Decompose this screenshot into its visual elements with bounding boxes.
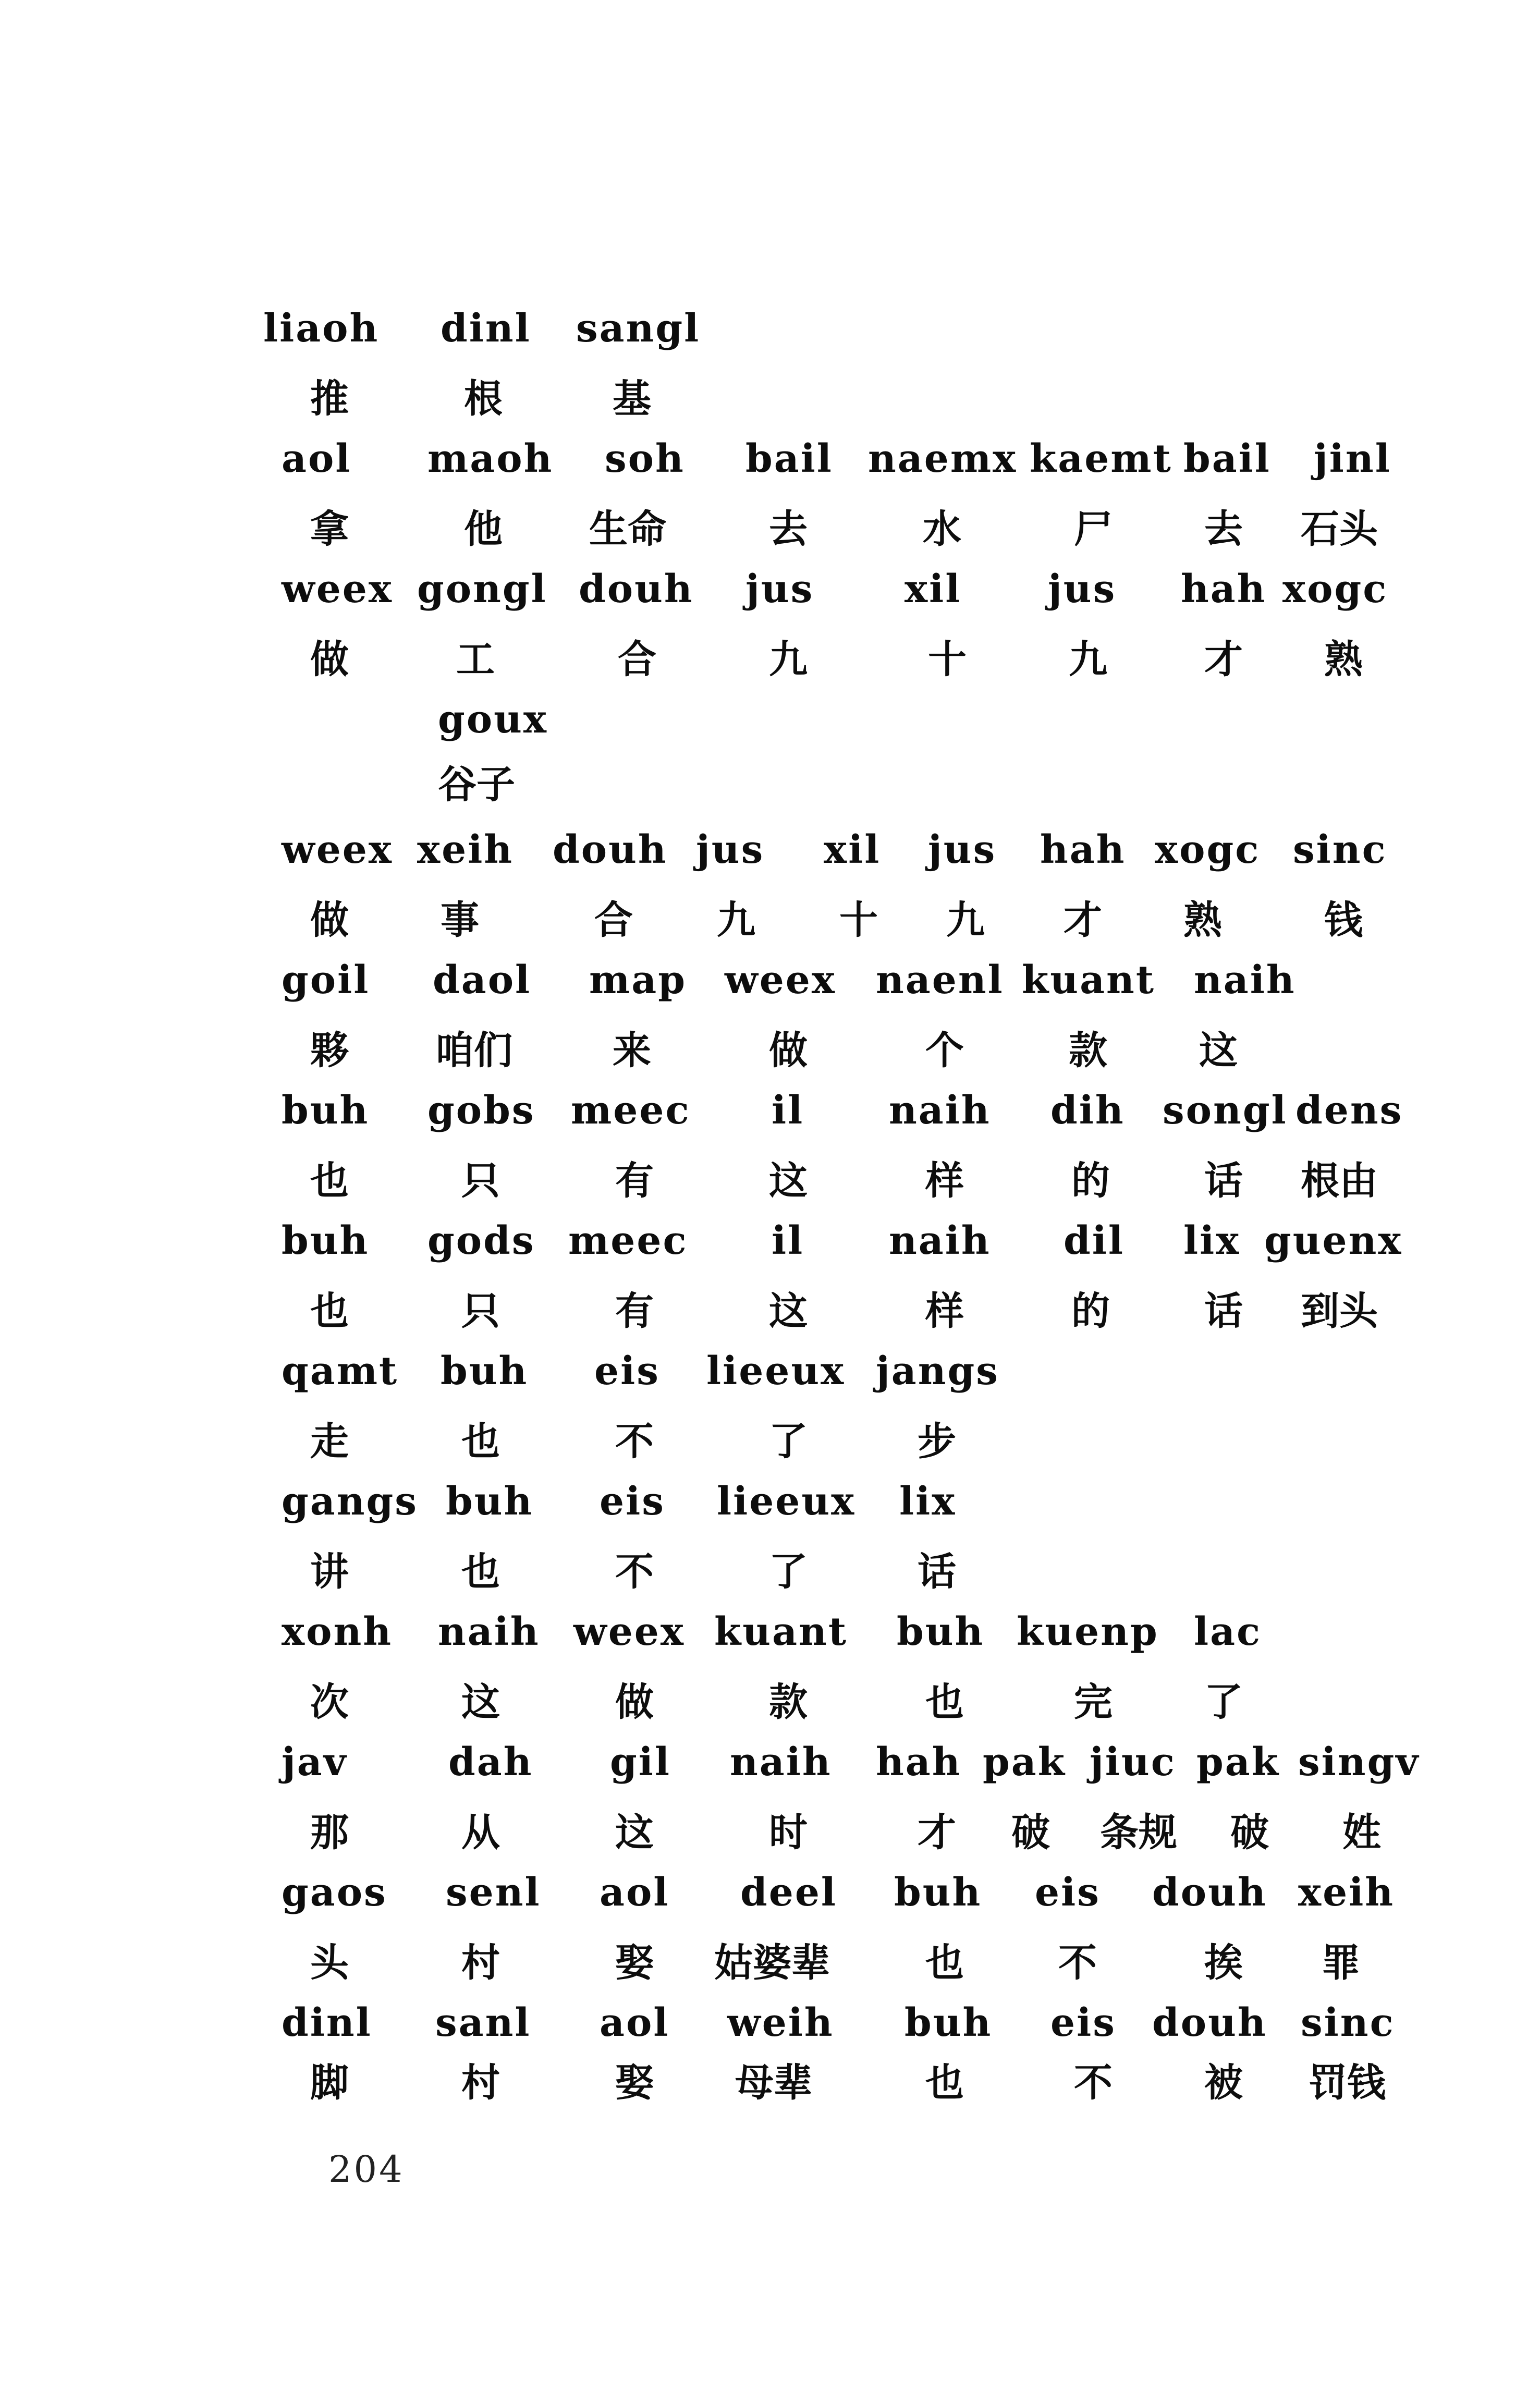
gloss-word: 不 [1074,2060,1113,2105]
romanized-line [0,1598,1540,1666]
gloss-word: 了 [1204,1680,1243,1725]
gloss-word: 脚 [310,2060,349,2105]
romanized-word: soh [605,436,685,481]
gloss-word: 熟 [1183,898,1222,943]
gloss-word: 九 [1069,637,1107,682]
romanized-word: meec [568,1218,688,1263]
romanized-word: jus [928,827,997,872]
gloss-word: 姓 [1342,1810,1381,1855]
gloss-word: 九 [717,898,755,943]
gloss-word: 这 [615,1810,654,1855]
gloss-word: 十 [839,898,878,943]
gloss-word: 样 [925,1158,964,1203]
gloss-word: 话 [1204,1158,1243,1203]
romanized-word: jus [1048,567,1117,612]
gloss-word: 水 [923,507,961,552]
gloss-word: 个 [925,1028,964,1073]
romanized-word: xogc [1282,567,1388,612]
gloss-word: 次 [310,1680,349,1725]
romanized-word: buh [897,1609,985,1654]
gloss-word: 才 [1064,898,1102,943]
gloss-word: 去 [769,507,808,552]
romanized-word: aol [600,2000,670,2045]
gloss-word: 生命 [589,507,666,552]
romanized-word: aol [600,1870,670,1915]
romanized-word: weex [282,827,393,872]
romanized-word: kuenp [1017,1609,1159,1654]
romanized-word: naih [1194,958,1296,1003]
gloss-word: 也 [461,1419,500,1464]
romanized-word: gaos [282,1870,387,1915]
gloss-word: 不 [615,1419,654,1464]
romanized-word: gods [427,1218,535,1263]
romanized-line [0,295,1540,362]
gloss-word: 娶 [615,2060,654,2105]
romanized-word: pak [1196,1740,1280,1785]
romanized-word: hah [1040,827,1126,872]
romanized-word: sanl [435,2000,531,2045]
gloss-word: 娶 [615,1940,654,1985]
romanized-word: meec [571,1088,691,1133]
romanized-word: xeih [1298,1870,1395,1915]
romanized-word: jinl [1314,436,1391,481]
gloss-word: 罪 [1322,1940,1360,1985]
romanized-word: bail [1183,436,1271,481]
gloss-word: 到头 [1301,1289,1378,1334]
romanized-word: xil [824,827,881,872]
romanized-word: songl [1163,1088,1288,1133]
romanized-word: buh [282,1218,370,1263]
gloss-line [0,1929,1540,1997]
gloss-word: 来 [613,1028,651,1073]
gloss-word: 根 [464,376,503,421]
gloss-word: 头 [310,1940,349,1985]
romanized-word: douh [1152,2000,1267,2045]
gloss-word: 这 [1199,1028,1238,1073]
gloss-word: 被 [1204,2060,1243,2105]
romanized-word: xonh [282,1609,393,1654]
romanized-word: jangs [876,1349,999,1394]
romanized-word: douh [553,827,668,872]
gloss-line [0,2049,1540,2117]
romanized-line [0,816,1540,884]
gloss-word: 十 [928,637,967,682]
gloss-word: 九 [946,898,985,943]
gloss-word: 的 [1071,1289,1110,1334]
romanized-word: naih [730,1740,832,1785]
gloss-word: 有 [615,1289,654,1334]
gloss-word: 不 [1058,1940,1097,1985]
romanized-word: lieeux [717,1479,856,1524]
gloss-word: 话 [918,1549,956,1594]
romanized-line [0,555,1540,623]
romanized-word: dens [1295,1088,1403,1133]
romanized-word: lix [899,1479,957,1524]
romanized-line [0,425,1540,493]
romanized-word: eis [600,1479,665,1524]
gloss-line [0,1538,1540,1606]
romanized-word: aol [282,436,352,481]
gloss-line [0,495,1540,563]
romanized-word: xeih [417,827,514,872]
gloss-word: 的 [1071,1158,1110,1203]
romanized-word: hah [876,1740,962,1785]
romanized-word: buh [446,1479,534,1524]
romanized-word: dil [1064,1218,1125,1263]
gloss-word: 也 [461,1549,500,1594]
romanized-word: lix [1183,1218,1241,1263]
romanized-word: buh [894,1870,982,1915]
gloss-word: 时 [769,1810,808,1855]
romanized-word: hah [1181,567,1267,612]
romanized-word: goil [282,958,370,1003]
gloss-word: 也 [925,1680,964,1725]
romanized-word: dah [448,1740,533,1785]
gloss-word: 只 [461,1289,500,1334]
romanized-word: xogc [1155,827,1261,872]
romanized-word: maoh [427,436,554,481]
gloss-word: 村 [461,2060,500,2105]
romanized-word: naih [889,1088,991,1133]
gloss-word: 谷子 [438,762,515,807]
romanized-word: pak [983,1740,1066,1785]
romanized-line [0,1337,1540,1405]
gloss-line [0,365,1540,433]
gloss-word: 完 [1074,1680,1113,1725]
romanized-word: naih [438,1609,540,1654]
gloss-word: 也 [310,1158,349,1203]
romanized-word: xil [905,567,962,612]
romanized-word: bail [745,436,833,481]
romanized-word: buh [905,2000,993,2045]
gloss-line [0,886,1540,954]
gloss-word: 有 [615,1158,654,1203]
romanized-word: eis [1035,1870,1101,1915]
gloss-word: 了 [769,1549,808,1594]
gloss-word: 才 [1204,637,1243,682]
gloss-word: 九 [769,637,808,682]
gloss-word: 这 [769,1289,808,1334]
romanized-word: jiuc [1090,1740,1176,1785]
gloss-word: 合 [594,898,633,943]
romanized-word: sangl [576,306,701,351]
romanized-word: eis [1050,2000,1116,2045]
gloss-line [0,1017,1540,1084]
romanized-word: kaemt [1030,436,1172,481]
gloss-word: 这 [769,1158,808,1203]
gloss-line [0,1147,1540,1215]
gloss-word: 基 [613,376,651,421]
romanized-word: douh [579,567,694,612]
romanized-word: naemx [868,436,1018,481]
romanized-word: dih [1050,1088,1125,1133]
gloss-word: 款 [1069,1028,1107,1073]
gloss-word: 也 [925,1940,964,1985]
romanized-word: naenl [876,958,1004,1003]
romanized-word: weih [727,2000,834,2045]
romanized-word: sinc [1293,827,1387,872]
gloss-word: 破 [1011,1810,1050,1855]
gloss-word: 这 [461,1680,500,1725]
romanized-word: senl [446,1870,541,1915]
romanized-word: daol [433,958,532,1003]
romanized-word: singv [1298,1740,1420,1785]
gloss-word: 熟 [1324,637,1363,682]
gloss-word: 姑婆辈 [714,1940,830,1985]
gloss-line [0,626,1540,693]
romanized-word: weex [573,1609,685,1654]
romanized-word: dinl [282,2000,372,2045]
gloss-word: 夥 [310,1028,349,1073]
romanized-word: goux [438,697,548,742]
romanized-word: buh [282,1088,370,1133]
romanized-word: kuant [714,1609,848,1654]
page-number: 204 [328,2148,405,2191]
romanized-word: gongl [417,567,547,612]
gloss-word: 了 [769,1419,808,1464]
romanized-line [0,1077,1540,1144]
romanized-word: map [589,958,687,1003]
romanized-word: il [772,1088,804,1133]
gloss-word: 去 [1204,507,1243,552]
gloss-word: 尸 [1074,507,1113,552]
romanized-word: weex [725,958,836,1003]
gloss-word: 做 [769,1028,808,1073]
gloss-word: 做 [615,1680,654,1725]
gloss-word: 拿 [310,507,349,552]
romanized-word: dinl [441,306,531,351]
romanized-word: gangs [282,1479,418,1524]
gloss-word: 从 [461,1810,500,1855]
romanized-line [0,1207,1540,1275]
gloss-word: 做 [310,898,349,943]
gloss-word: 根由 [1301,1158,1378,1203]
romanized-line [0,1859,1540,1926]
romanized-word: kuant [1022,958,1156,1003]
gloss-word: 做 [310,637,349,682]
romanized-line [0,686,1540,753]
romanized-word: guenx [1264,1218,1403,1263]
gloss-word: 步 [918,1419,956,1464]
romanized-word: buh [441,1349,529,1394]
gloss-line [0,1277,1540,1345]
gloss-word: 合 [618,637,656,682]
gloss-word: 罚钱 [1309,2060,1386,2105]
gloss-line [0,1668,1540,1736]
romanized-word: gobs [427,1088,535,1133]
gloss-word: 只 [461,1158,500,1203]
romanized-word: naih [889,1218,991,1263]
romanized-word: liaoh [263,306,380,351]
gloss-line [0,751,1540,819]
gloss-word: 母辈 [735,2060,812,2105]
romanized-word: douh [1152,1870,1267,1915]
gloss-word: 咱们 [435,1028,512,1073]
romanized-word: deel [740,1870,838,1915]
gloss-word: 款 [769,1680,808,1725]
gloss-word: 村 [461,1940,500,1985]
gloss-word: 才 [918,1810,956,1855]
gloss-word: 也 [310,1289,349,1334]
romanized-word: jus [745,567,814,612]
gloss-word: 工 [456,637,495,682]
romanized-line [0,1989,1540,2057]
romanized-word: gil [610,1740,671,1785]
gloss-word: 推 [310,376,349,421]
gloss-word: 走 [310,1419,349,1464]
romanized-word: sinc [1301,2000,1395,2045]
romanized-word: lac [1194,1609,1262,1654]
gloss-word: 不 [615,1549,654,1594]
gloss-word: 事 [441,898,479,943]
gloss-word: 条规 [1100,1810,1177,1855]
gloss-word: 挨 [1204,1940,1243,1985]
gloss-word: 他 [464,507,503,552]
gloss-word: 话 [1204,1289,1243,1334]
romanized-word: jav [282,1740,348,1785]
romanized-line [0,1468,1540,1535]
romanized-word: eis [594,1349,660,1394]
gloss-word: 石头 [1301,507,1378,552]
gloss-line [0,1799,1540,1866]
romanized-word: weex [282,567,393,612]
romanized-word: il [772,1218,804,1263]
gloss-word: 也 [925,2060,964,2105]
romanized-line [0,1728,1540,1796]
romanized-line [0,946,1540,1014]
romanized-word: lieeux [706,1349,846,1394]
gloss-word: 那 [310,1810,349,1855]
gloss-word: 讲 [310,1549,349,1594]
gloss-word: 样 [925,1289,964,1334]
gloss-word: 破 [1230,1810,1269,1855]
gloss-word: 钱 [1324,898,1363,943]
gloss-line [0,1408,1540,1475]
romanized-word: qamt [282,1349,399,1394]
romanized-word: jus [696,827,765,872]
